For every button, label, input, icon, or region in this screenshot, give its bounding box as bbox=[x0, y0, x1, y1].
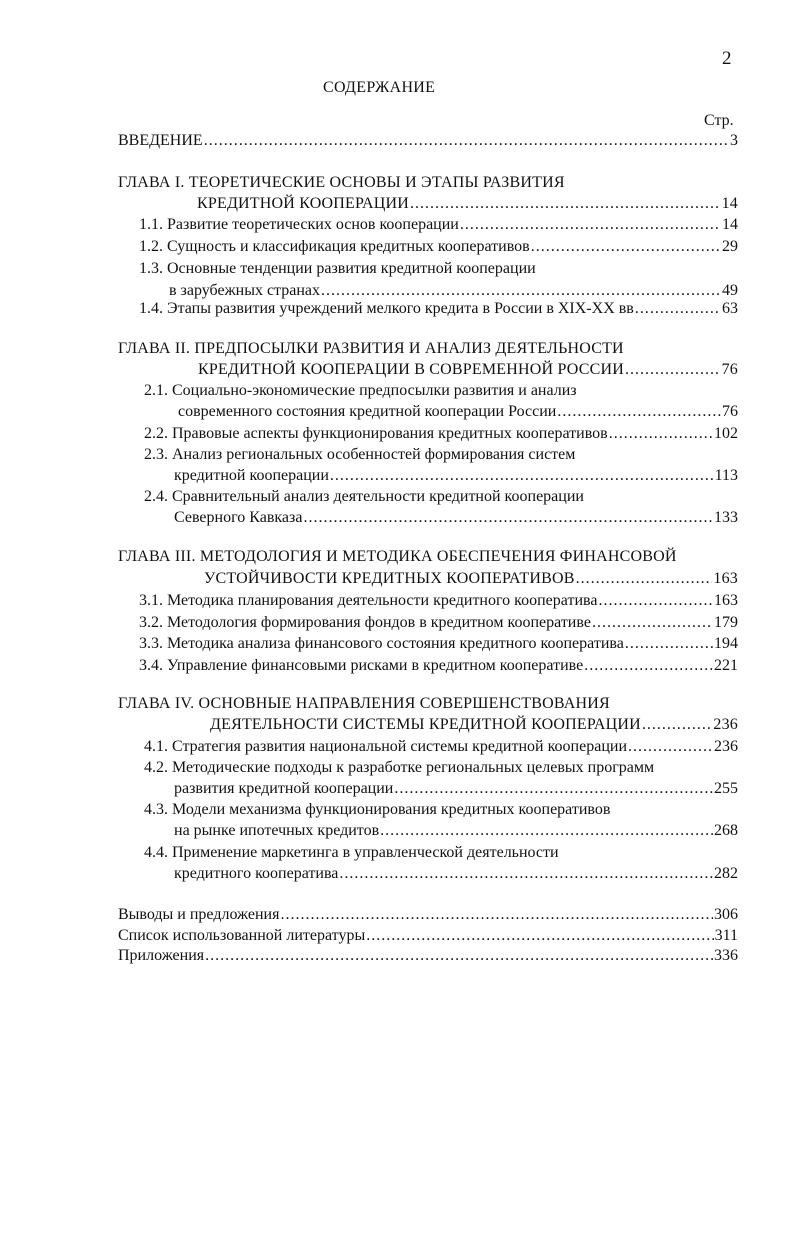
toc-entry-page: 113 bbox=[714, 467, 738, 484]
toc-entry-section[interactable] bbox=[144, 424, 738, 444]
toc-entry-text: современного состояния кредитной кооперации России bbox=[178, 403, 557, 420]
leader-dots bbox=[280, 905, 713, 925]
toc-entry-page: 163 bbox=[713, 570, 738, 587]
leader-dots bbox=[366, 926, 713, 946]
toc-title: СОДЕРЖАНИЕ bbox=[323, 79, 436, 96]
toc-entry-page: 236 bbox=[713, 716, 738, 733]
toc-entry-text: Приложения bbox=[118, 947, 205, 964]
toc-entry-page: 3 bbox=[730, 132, 738, 149]
leader-dots bbox=[380, 821, 713, 841]
toc-entry-first-line: 4.2. Методические подходы к разработке региональных целевых программ bbox=[144, 759, 655, 776]
toc-entry-intro[interactable] bbox=[118, 131, 738, 151]
toc-entry-section[interactable] bbox=[174, 821, 738, 841]
leader-dots bbox=[598, 591, 713, 611]
toc-entry-page: 311 bbox=[714, 927, 738, 944]
toc-entry-text: ДЕЯТЕЛЬНОСТИ СИСТЕМЫ КРЕДИТНОЙ КООПЕРАЦИИ bbox=[210, 716, 641, 733]
toc-entry-page: 306 bbox=[714, 906, 738, 923]
toc-entry-appendices[interactable] bbox=[118, 946, 738, 966]
leader-dots bbox=[303, 508, 713, 528]
toc-entry-page: 194 bbox=[714, 635, 738, 652]
toc-entry-page: 163 bbox=[714, 592, 738, 609]
toc-entry-text: 1.1. Развитие теоретических основ кооперации bbox=[139, 216, 459, 233]
toc-entry-chapter-2[interactable] bbox=[198, 360, 738, 380]
toc-entry-page: 49 bbox=[722, 282, 738, 299]
toc-entry-text: 1.4. Этапы развития учреждений мелкого кредита в России в XIX-XX вв bbox=[139, 300, 634, 317]
leader-dots bbox=[410, 194, 721, 214]
toc-entry-first-line: 1.3. Основные тенденции развития кредитной кооперации bbox=[139, 260, 536, 277]
toc-entry-text: развития кредитной кооперации bbox=[174, 780, 394, 797]
toc-entry-page: 221 bbox=[714, 657, 738, 674]
toc-entry-section[interactable] bbox=[144, 737, 738, 757]
toc-entry-page: 133 bbox=[714, 509, 738, 526]
leader-dots bbox=[635, 299, 721, 319]
leader-dots bbox=[642, 715, 712, 735]
chapter-heading: ГЛАВА I. ТЕОРЕТИЧЕСКИЕ ОСНОВЫ И ЭТАПЫ РАЗВИТИЯ bbox=[118, 174, 565, 191]
toc-entry-page: 14 bbox=[722, 216, 738, 233]
toc-entry-first-line: 2.1. Социально-экономические предпосылки развития и анализ bbox=[144, 382, 577, 399]
leader-dots bbox=[531, 237, 721, 257]
toc-entry-section[interactable] bbox=[139, 591, 738, 611]
toc-entry-page: 236 bbox=[714, 738, 738, 755]
toc-entry-section[interactable] bbox=[139, 634, 738, 654]
toc-entry-section[interactable] bbox=[178, 402, 738, 422]
toc-entry-chapter-3[interactable] bbox=[204, 569, 738, 589]
toc-entry-section[interactable] bbox=[174, 466, 738, 486]
leader-dots bbox=[321, 281, 721, 301]
toc-entry-page: 14 bbox=[721, 195, 738, 212]
leader-dots bbox=[592, 613, 713, 633]
toc-entry-page: 63 bbox=[722, 300, 738, 317]
toc-entry-section[interactable] bbox=[174, 508, 738, 528]
chapter-heading: ГЛАВА III. МЕТОДОЛОГИЯ И МЕТОДИКА ОБЕСПЕЧЕНИЯ ФИНАНСОВОЙ bbox=[118, 548, 677, 565]
toc-entry-text: 3.3. Методика анализа финансового состояния кредитного кооператива bbox=[139, 635, 624, 652]
toc-entry-page: 76 bbox=[722, 403, 738, 420]
toc-entry-page: 336 bbox=[714, 947, 738, 964]
toc-entry-page: 255 bbox=[714, 780, 738, 797]
leader-dots bbox=[625, 634, 713, 654]
toc-entry-section[interactable] bbox=[174, 864, 738, 884]
chapter-heading: ГЛАВА II. ПРЕДПОСЫЛКИ РАЗВИТИЯ И АНАЛИЗ ДЕЯТЕЛЬНОСТИ bbox=[118, 340, 624, 357]
toc-entry-page: 282 bbox=[714, 865, 738, 882]
leader-dots bbox=[625, 360, 721, 380]
leader-dots bbox=[628, 737, 713, 757]
page-column-label: Стр. bbox=[704, 112, 734, 129]
toc-entry-text: 2.2. Правовые аспекты функционирования кредитных кооперативов bbox=[144, 425, 608, 442]
toc-entry-first-line: 2.3. Анализ региональных особенностей формирования систем bbox=[144, 446, 576, 463]
toc-entry-text: Список использованной литературы bbox=[118, 927, 366, 944]
toc-entry-text: на рынке ипотечных кредитов bbox=[174, 822, 380, 839]
leader-dots bbox=[339, 864, 713, 884]
toc-entry-text: кредитного кооператива bbox=[174, 865, 339, 882]
leader-dots bbox=[330, 466, 714, 486]
toc-entry-text: КРЕДИТНОЙ КООПЕРАЦИИ В СОВРЕМЕННОЙ РОССИИ bbox=[198, 361, 624, 378]
page-number: 2 bbox=[722, 48, 732, 69]
leader-dots bbox=[584, 656, 713, 676]
toc-entry-page: 179 bbox=[714, 614, 738, 631]
toc-entry-page: 76 bbox=[721, 361, 738, 378]
toc-entry-section[interactable] bbox=[169, 281, 738, 301]
toc-entry-section[interactable] bbox=[139, 613, 738, 633]
leader-dots bbox=[557, 402, 721, 422]
toc-entry-section[interactable] bbox=[174, 779, 738, 799]
toc-entry-text: кредитной кооперации bbox=[174, 467, 329, 484]
toc-entry-text: Северного Кавказа bbox=[174, 509, 303, 526]
toc-entry-chapter-4[interactable] bbox=[210, 715, 738, 735]
leader-dots bbox=[609, 424, 713, 444]
toc-entry-first-line: 4.4. Применение маркетинга в управленческой деятельности bbox=[144, 844, 559, 861]
toc-entry-bibliography[interactable] bbox=[118, 926, 738, 946]
chapter-heading: ГЛАВА IV. ОСНОВНЫЕ НАПРАВЛЕНИЯ СОВЕРШЕНСТВОВАНИЯ bbox=[118, 695, 610, 712]
toc-entry-page: 102 bbox=[714, 425, 738, 442]
toc-entry-section[interactable] bbox=[139, 299, 738, 319]
toc-entry-section[interactable] bbox=[139, 215, 738, 235]
toc-entry-page: 29 bbox=[722, 238, 738, 255]
toc-entry-text: ВВЕДЕНИЕ bbox=[118, 132, 203, 149]
toc-entry-first-line: 2.4. Сравнительный анализ деятельности кредитной кооперации bbox=[144, 488, 584, 505]
toc-entry-text: 3.4. Управление финансовыми рисками в кредитном кооперативе bbox=[139, 657, 584, 674]
toc-entry-text: УСТОЙЧИВОСТИ КРЕДИТНЫХ КООПЕРАТИВОВ bbox=[204, 570, 575, 587]
toc-entry-chapter-1[interactable] bbox=[197, 194, 738, 214]
toc-entry-text: 4.1. Стратегия развития национальной системы кредитной кооперации bbox=[144, 738, 627, 755]
toc-entry-text: КРЕДИТНОЙ КООПЕРАЦИИ bbox=[197, 195, 410, 212]
toc-entry-text: в зарубежных странах bbox=[169, 282, 321, 299]
toc-entry-text: Выводы и предложения bbox=[118, 906, 280, 923]
toc-entry-text: 1.2. Сущность и классификация кредитных кооперативов bbox=[139, 238, 530, 255]
toc-entry-text: 3.2. Методология формирования фондов в кредитном кооперативе bbox=[139, 614, 591, 631]
leader-dots bbox=[460, 215, 721, 235]
toc-entry-section[interactable] bbox=[139, 237, 738, 257]
leader-dots bbox=[205, 946, 713, 966]
toc-entry-conclusions[interactable] bbox=[118, 905, 738, 925]
toc-entry-text: 3.1. Методика планирования деятельности кредитного кооператива bbox=[139, 592, 598, 609]
leader-dots bbox=[394, 779, 713, 799]
toc-entry-page: 268 bbox=[714, 822, 738, 839]
toc-entry-section[interactable] bbox=[139, 656, 738, 676]
leader-dots bbox=[204, 131, 729, 151]
leader-dots bbox=[576, 569, 713, 589]
toc-entry-first-line: 4.3. Модели механизма функционирования кредитных кооперативов bbox=[144, 801, 611, 818]
